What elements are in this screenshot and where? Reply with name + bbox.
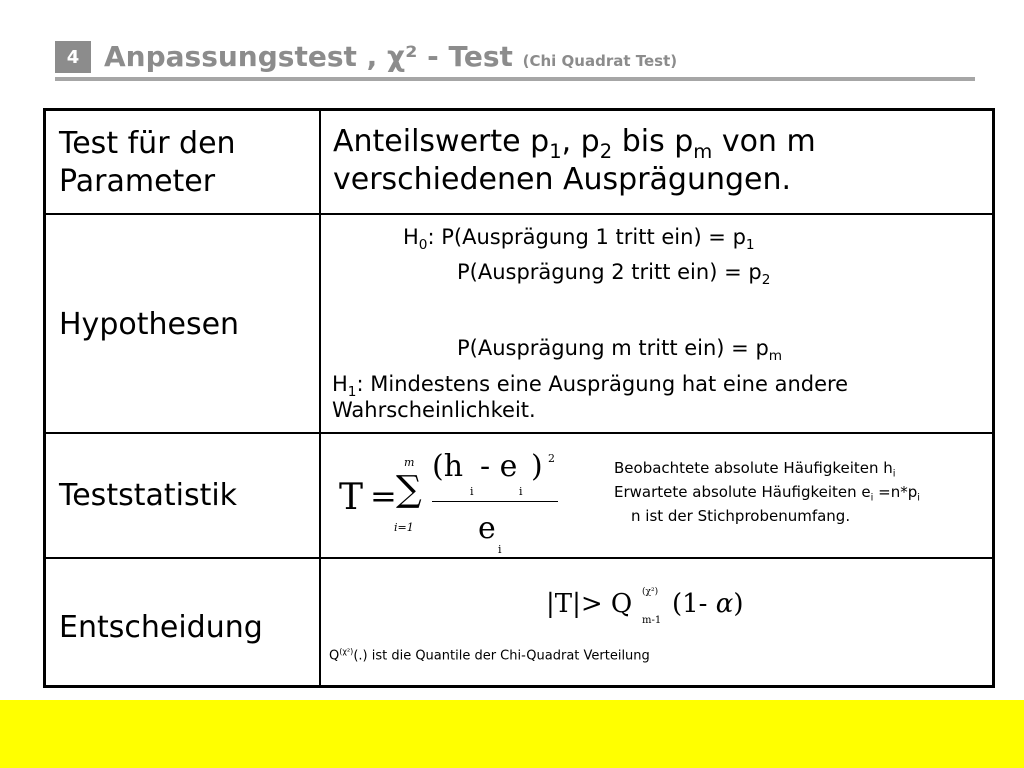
h1-statement: $H_1$: Mindestens eine Ausprägung hat eine andere Wahrscheinlichkeit. (332, 372, 849, 422)
parameter-description: Anteilswerte $p_1$, $p_2$ bis $p_m$ von m verschiedenen Ausprägungen. (333, 124, 816, 197)
footer-bar (0, 700, 1024, 768)
slide-title (104, 40, 677, 73)
title-text: Anpassungstest , χ² - Test (104, 40, 513, 73)
slide-number: 4 (66, 46, 80, 68)
h0-line-1: $H_0$: P(Ausprägung 1 tritt $ein) = p_1$ (403, 225, 755, 253)
h0-line-2: P(Ausprägung 2 tritt $ein) = p_2$ (457, 260, 771, 288)
quantile-note: $Q^{(\chi^2)}(.)$ ist die Quantile der Chi-Quadrat Verteilung (329, 647, 650, 664)
slide-number-badge (55, 41, 91, 73)
row-label-test-statistic: Teststatistik (59, 478, 238, 513)
row-label-parameter: Test für den Parameter (59, 126, 236, 199)
header-rule (55, 77, 975, 81)
row-divider-3 (46, 557, 992, 559)
title-subtitle: (Chi Quadrat Test) (522, 52, 678, 70)
h0-line-3: P(Ausprägung m tritt $ein) = p_m$ (457, 336, 783, 364)
sample-size-legend: n ist der Stichprobenumfang. (631, 507, 851, 525)
test-statistic-formula: T = m ∑ i=1 (h i - e i ) 2 e i (334, 439, 584, 554)
observed-frequencies-legend: Beobachtete absolute Häufigkeiten $h_i$ (614, 459, 896, 480)
column-divider (319, 111, 321, 685)
row-label-decision: Entscheidung (59, 610, 263, 645)
row-divider-1 (46, 213, 992, 215)
expected-frequencies-legend: Erwartete absolute Häufigkeiten $e_i =n*p_i$ (614, 483, 920, 504)
row-divider-2 (46, 432, 992, 434)
row-label-hypotheses: Hypothesen (59, 307, 240, 342)
summary-table (43, 108, 995, 688)
decision-rule-formula: |T|> Q (χ²) m-1 (1- α) (546, 587, 744, 626)
